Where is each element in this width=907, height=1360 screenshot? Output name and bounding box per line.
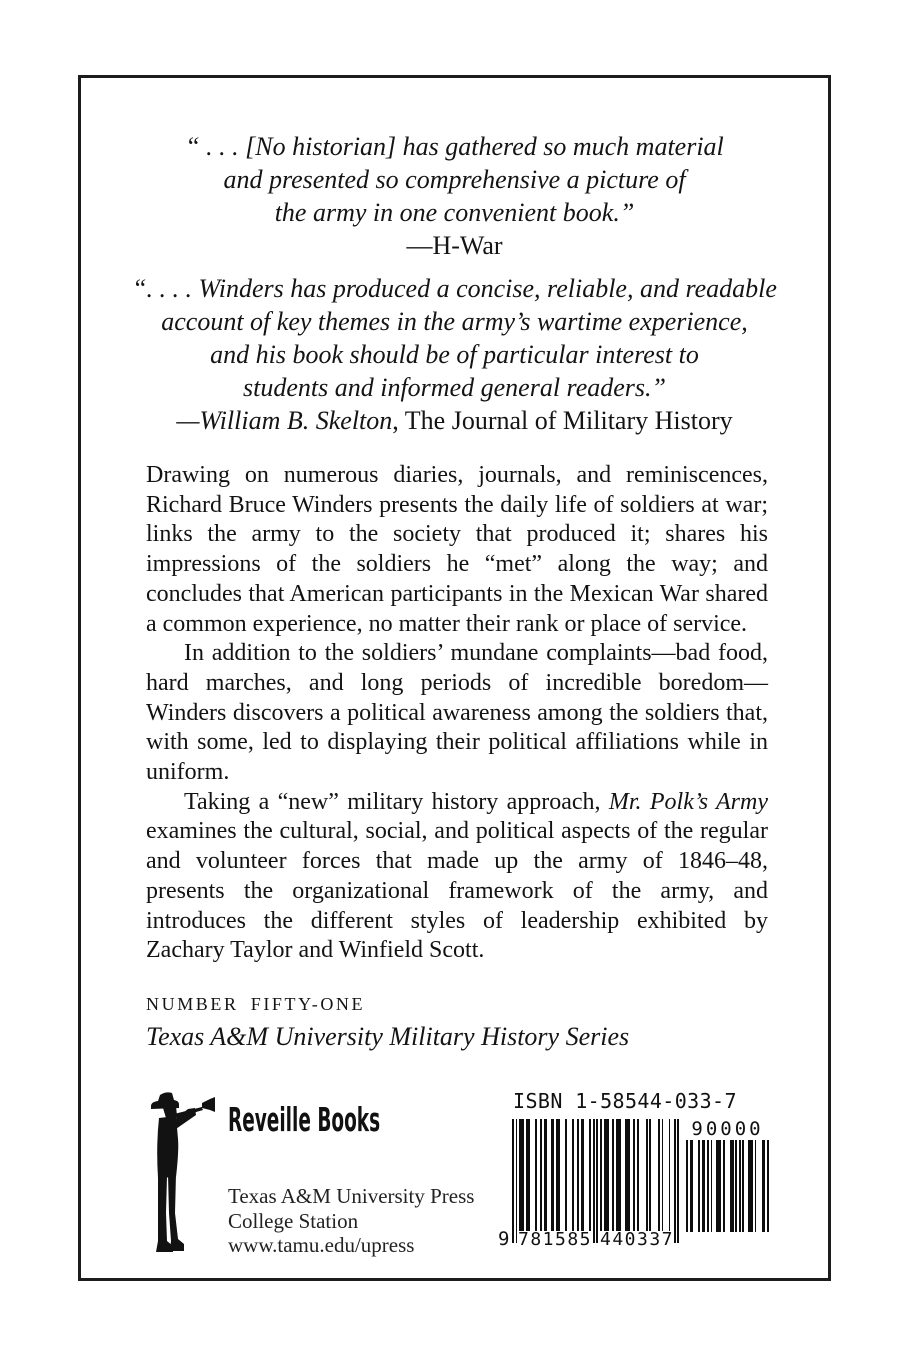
review-source: , The Journal of Military History [392, 406, 733, 435]
review-quote-2 [81, 272, 828, 437]
imprint-name: Reveille Books [228, 1100, 381, 1139]
isbn-number-label: ISBN 1-58544-033-7 [513, 1089, 737, 1113]
description-paragraph: Drawing on numerous diaries, journals, and reminiscences, Richard Bruce Winders presents the daily life of soldiers at war; links the army to the society that produced it; shares his impressions of the soldiers he “met” along the way; and concludes that American participants in the Mexican War shared a common experience, no matter their rank or place of service. [146, 462, 768, 637]
cover-border-frame [78, 75, 831, 1281]
ean-right-digits: 440337 [600, 1229, 675, 1250]
series-info [146, 994, 629, 1052]
paragraph-text: examines the cultural, social, and political aspects of the regular and volunteer forces that made up the army of 1846–48, presents the organizational framework of the army, and introduces the different styles of leadership exhibited by Zachary Taylor and Winfield Scott. [146, 818, 768, 964]
quote-line: students and informed general readers.” [243, 373, 666, 402]
bugler-logo-icon [145, 1091, 221, 1259]
quote-line: the army in one convenient book.” [274, 198, 635, 227]
supplement-code-label: 90000 [691, 1118, 764, 1140]
quote-line: “. . . . Winders has produced a concise, reliable, and readable [132, 274, 777, 303]
quote-line: and his book should be of particular interest to [210, 340, 699, 369]
reviewer-name: —William B. Skelton [176, 406, 393, 435]
description-paragraph: In addition to the soldiers’ mundane complaints—bad food, hard marches, and long periods of incredible boredom—Winders discovers a political awareness among the soldiers that, with some, led to displaying their political affiliations while in uniform. [146, 640, 768, 786]
book-description [146, 461, 768, 966]
series-name: Texas A&M University Military History Series [146, 1022, 630, 1051]
book-title-italic: Mr. Polk’s Army [608, 788, 768, 815]
publisher-city: College Station [228, 1208, 359, 1233]
quote-line: and presented so comprehensive a picture of [223, 165, 686, 194]
quote-attribution: —H-War [406, 231, 503, 260]
publisher-block [228, 1184, 474, 1258]
quote-attribution [81, 404, 828, 437]
review-quote-1 [81, 130, 828, 262]
ean13-bars [512, 1119, 679, 1243]
supplement-bars [686, 1140, 769, 1232]
isbn-barcode [498, 1119, 680, 1255]
ean-prefix-digit: 9 [498, 1228, 510, 1250]
publisher-url: www.tamu.edu/upress [228, 1233, 415, 1257]
paragraph-text: Taking a “new” military history approach, [184, 788, 609, 815]
price-supplement-barcode [686, 1120, 769, 1232]
ean-left-digits: 781585 [518, 1229, 593, 1250]
quote-line: account of key themes in the army’s wartime experience, [161, 307, 748, 336]
description-paragraph [146, 788, 768, 966]
publisher-name: Texas A&M University Press [228, 1184, 475, 1208]
quote-line: “ . . . [No historian] has gathered so much material [185, 132, 724, 161]
series-number: NUMBER FIFTY-ONE [146, 994, 366, 1014]
